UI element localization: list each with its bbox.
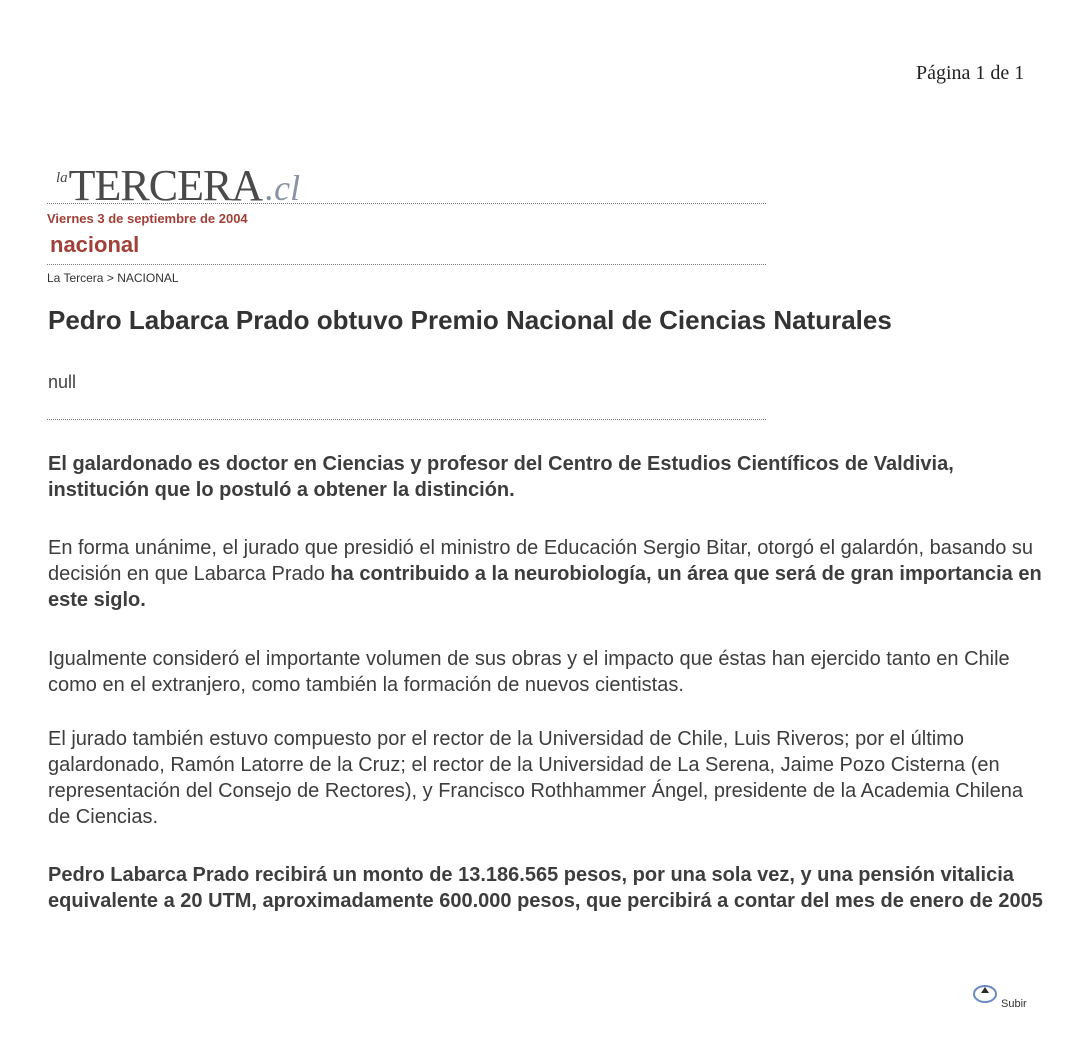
breadcrumb-home-link[interactable]: La Tercera — [47, 271, 104, 285]
article-subtitle: null — [48, 372, 77, 392]
page-number: Página 1 de 1 — [916, 62, 1025, 84]
paragraph-1-highlight: ha contribuido a la neurobiología, un área que será de gran importancia en este siglo. — [48, 563, 1042, 611]
breadcrumb-current[interactable]: NACIONAL — [117, 271, 179, 285]
arrow-up-circle-icon — [972, 982, 998, 1004]
header-divider — [47, 203, 766, 204]
article-paragraph-3: El jurado también estuvo compuesto por el rector de la Universidad de Chile, Luis Riveros; por el último galardonado, Ramón Latorre de la Cruz; el rector de la Universidad de La Serena, Jaime Pozo Cisterna (en representación del Consejo de Rectores), y Francisco Rothhammer Ángel, presidente de la Academia Chilena de Ciencias. — [48, 728, 1023, 828]
logo-la: la — [56, 170, 68, 186]
article-paragraph-4: Pedro Labarca Prado recibirá un monto de 13.186.565 pesos, por una sola vez, y una pensión vitalicia equivalente a 20 UTM, aproximadamente 600.000 pesos, que percibirá a contar del mes de enero de 2005 — [48, 864, 1043, 912]
breadcrumb — [47, 271, 179, 285]
logo-name: TERCERA — [68, 161, 263, 210]
back-to-top-label: Subir — [1001, 998, 1027, 1010]
article-title: Pedro Labarca Prado obtuvo Premio Nacional de Ciencias Naturales — [48, 305, 892, 335]
back-to-top-link[interactable] — [972, 982, 1042, 1012]
logo-suffix: .cl — [265, 168, 301, 208]
title-divider — [47, 419, 766, 420]
breadcrumb-separator: > — [106, 271, 114, 285]
site-logo[interactable] — [56, 160, 301, 210]
section-divider — [47, 264, 766, 265]
article-paragraph-2: Igualmente consideró el importante volumen de sus obras y el impacto que éstas han ejercido tanto en Chile como en el extranjero, como también la formación de nuevos cientistas. — [48, 648, 1010, 696]
article-paragraph-1 — [48, 535, 1048, 613]
issue-date: Viernes 3 de septiembre de 2004 — [47, 211, 248, 226]
paragraph-1-text: En forma unánime, el jurado que presidió el ministro de Educación Sergio Bitar, otorgó el galardón, basando su decisión en que Labarca Prado — [48, 537, 1034, 585]
section-name: nacional — [50, 232, 140, 257]
article-lead: El galardonado es doctor en Ciencias y profesor del Centro de Estudios Científicos de Valdivia, institución que lo postuló a obtener la distinción. — [48, 453, 954, 501]
